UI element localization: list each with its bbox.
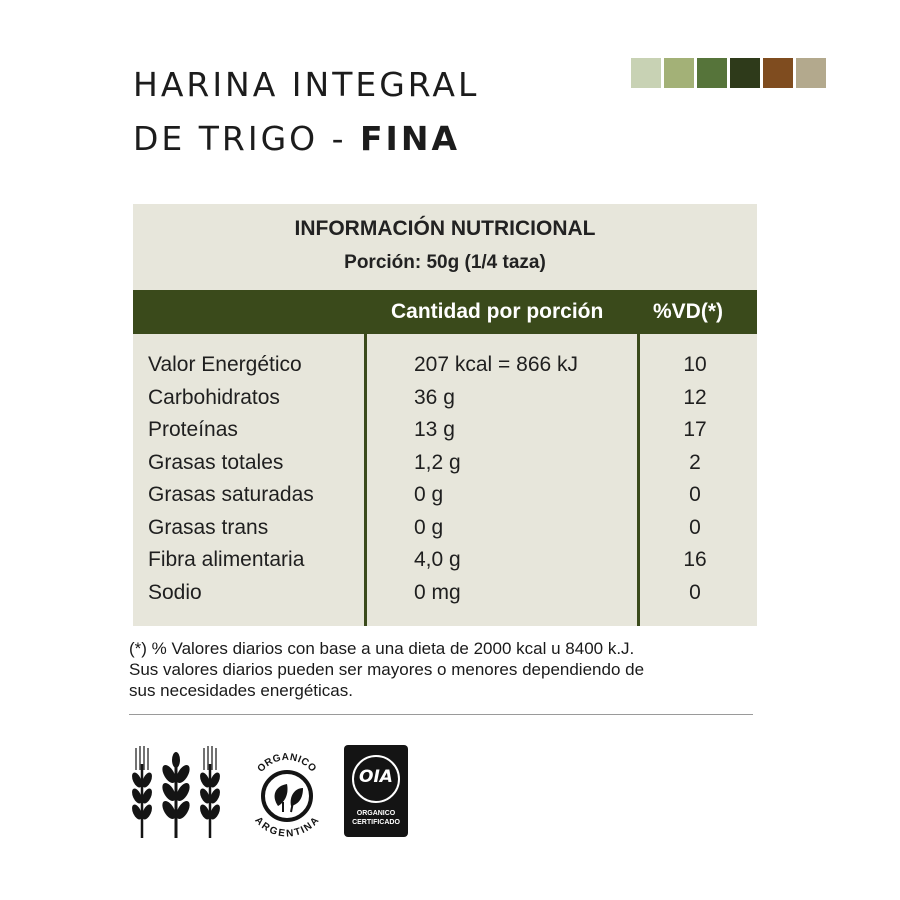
color-swatch	[763, 58, 793, 88]
nutrient-amount: 1,2 g	[414, 450, 461, 474]
nutrient-name: Fibra alimentaria	[148, 548, 305, 571]
nutrient-amount: 0 g	[414, 515, 444, 539]
title-line-1: HARINA INTEGRAL	[133, 65, 480, 104]
nutrition-heading: INFORMACIÓN NUTRICIONAL	[294, 217, 596, 240]
organico-argentina-seal-icon	[247, 744, 327, 840]
nutrition-row	[133, 511, 757, 544]
nutrient-name: Carbohidratos	[148, 385, 280, 409]
nutrition-row	[133, 576, 757, 609]
color-swatch	[730, 58, 760, 88]
footnote-line-3: sus necesidades energéticas.	[129, 681, 353, 700]
serving-size: Porción: 50g (1/4 taza)	[344, 252, 546, 273]
nutrient-vd: 0	[689, 483, 701, 506]
nutrition-row	[133, 413, 757, 446]
nutrition-row	[133, 446, 757, 479]
nutrient-amount: 4,0 g	[414, 548, 461, 571]
nutrient-name: Valor Energético	[148, 353, 302, 376]
oia-line-1: ORGANICO	[356, 810, 396, 817]
oia-certified-icon	[344, 745, 408, 837]
nutrient-vd: 12	[683, 385, 707, 409]
nutrient-vd: 2	[689, 450, 701, 474]
column-header-amount: Cantidad por porción	[391, 300, 604, 323]
seal-top-text: ORGANICO	[255, 751, 319, 775]
color-swatch	[664, 58, 694, 88]
color-swatch	[631, 58, 661, 88]
column-header-bar	[133, 290, 757, 334]
nutrition-rows	[133, 348, 757, 608]
footnote	[129, 638, 769, 701]
nutrition-row	[133, 543, 757, 576]
title-line-2-bold: FINA	[360, 119, 460, 158]
product-title	[133, 58, 479, 166]
seal-bottom-text: ARGENTINA	[252, 815, 322, 840]
footnote-line-2: Sus valores diarios pueden ser mayores o menores dependiendo de	[129, 660, 645, 679]
nutrient-vd: 0	[689, 515, 701, 539]
nutrient-amount: 13 g	[414, 418, 455, 441]
nutrient-name: Sodio	[148, 580, 202, 604]
nutrient-amount: 207 kcal = 866 kJ	[414, 353, 579, 376]
oia-line-2: CERTIFICADO	[352, 819, 400, 826]
nutrient-vd: 0	[689, 580, 701, 604]
color-swatches	[631, 58, 826, 88]
nutrient-amount: 36 g	[414, 385, 455, 409]
nutrition-header	[133, 214, 757, 278]
wheat-icon	[128, 744, 224, 840]
nutrient-vd: 17	[683, 418, 707, 441]
divider-line	[129, 714, 753, 715]
nutrition-panel	[133, 204, 757, 626]
nutrition-row	[133, 348, 757, 381]
nutrient-amount: 0 g	[414, 483, 444, 506]
oia-logo-text: OIA	[359, 767, 393, 787]
nutrient-name: Proteínas	[148, 418, 238, 441]
title-line-2-prefix: DE TRIGO -	[133, 119, 361, 158]
nutrient-vd: 16	[683, 548, 707, 571]
nutrient-name: Grasas trans	[148, 515, 269, 539]
column-header-vd: %VD(*)	[653, 300, 724, 323]
nutrient-name: Grasas totales	[148, 450, 284, 474]
nutrition-row	[133, 478, 757, 511]
nutrient-vd: 10	[683, 353, 707, 376]
footnote-line-1: (*) % Valores diarios con base a una dieta de 2000 kcal u 8400 k.J.	[129, 639, 635, 658]
color-swatch	[697, 58, 727, 88]
nutrient-amount: 0 mg	[414, 580, 461, 604]
nutrient-name: Grasas saturadas	[148, 483, 314, 506]
nutrition-row	[133, 381, 757, 414]
color-swatch	[796, 58, 826, 88]
